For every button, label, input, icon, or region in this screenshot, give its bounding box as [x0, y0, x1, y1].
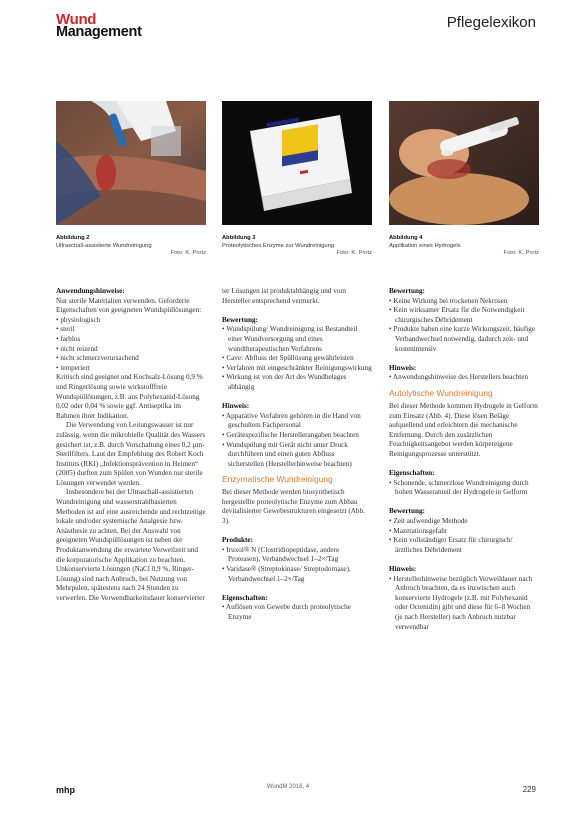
- col2-paragraph-1: ter Lösungen ist produktabhängig und vom Hersteller entsprechend vermerkt.: [222, 287, 346, 305]
- list-item: • Cave: Abfluss der Spüllösung gewährleisten: [222, 354, 372, 364]
- text-column-3: [389, 287, 539, 632]
- section-title: Pflegelexikon: [446, 14, 536, 31]
- list-item: • Zeit aufwendige Methode: [389, 517, 539, 527]
- list-item: • Wirkung ist von der Art des Wundbelages abhängig: [222, 373, 372, 392]
- list-item: • Iruxol® N (Clostridiopeptidase, andere Proteasen), Verbandwechsel 1–2×/Tag: [222, 546, 372, 565]
- page-header: [0, 0, 576, 50]
- list-item: • temperiert: [56, 364, 206, 374]
- figure-2-caption: [56, 235, 206, 258]
- issue-reference: WundM 2016, 4: [266, 784, 310, 790]
- col3-bewertung2-heading: Bewertung:: [389, 507, 425, 516]
- list-item: • Apparative Verfahren gehören in die Hand von geschultem Fachpersonal: [222, 412, 372, 431]
- list-item: • Kein wirksamer Ersatz für die Notwendigkeit chirurgisches Débridement: [389, 306, 539, 325]
- col2-hinweis-heading: Hinweis:: [222, 402, 250, 411]
- figure-2-credit: Foto: K. Protz: [170, 250, 206, 256]
- col3-bewertung2-list: [389, 517, 539, 555]
- col2-paragraph-2: Bei dieser Methode werden biosynthetisch hergestellte proteolytische Enzyme zum Abbau devitalisierter Gewebestrukturen eingesetzt (Abb. 3).: [222, 488, 365, 526]
- col3-hinweis-heading: Hinweis:: [389, 363, 417, 372]
- col1-paragraph-3: Insbesondere bei der Ultraschall-assistierten Wundreinigung und wasserstrahlbasierten Methoden ist auf eine ausreichende und rechtzeitige lokale und/oder systemische Analgesie bzw. Anästhesie zu achten. Bei der Auswahl von geeigneten Wundspüllösungen ist neben der Produktanwendung die erwartete Verweilzeit und die korporatorische Applikation zu beachten. Unkonservierte Lösungen (NaCl 0,9 %, Ringer-Lösung) sind nach Anbruch, bei Nutzung von Mehrpulen, spätestens nach 24 Stunden zu verwerfen. Die Verwendbarkeitsdauer konservierter: [56, 488, 206, 602]
- col3-eigenschaften-heading: Eigenschaften:: [389, 469, 435, 478]
- list-item: • Wundspülung mit Gerät nicht unter Druck durchführen und einen guten Abfluss sicherstellen (Herstellerhinweise beachten): [222, 441, 372, 470]
- magazine-logo-line2: Management: [56, 24, 142, 40]
- list-item: • physiologisch: [56, 316, 206, 326]
- list-item: • Varidase® (Streptokinase/ Streptodornase), Verbandwechsel 1–2×/Tag: [222, 565, 372, 584]
- list-item: • Auflösen von Gewebe durch proteolytische Enzyme: [222, 603, 372, 622]
- col3-paragraph-1: Bei dieser Methode kommen Hydrogele in Gelform zum Einsatz (Abb. 4). Diese lösen Beläge aufquellend und erleichtern die mechanische Entfernung. Durch den zusätzlichen Feuchtigkeitsangebot werden körpereigene Reinigungsprozesse unterstützt.: [389, 401, 538, 458]
- list-item: • Keine Wirkung bei trockenen Nekrosen: [389, 297, 539, 307]
- autolytic-cleaning-heading: Autolytische Wundreinigung: [389, 387, 493, 398]
- col1-paragraph-2: Die Verwendung von Leitungswasser ist nur zulässig, wenn die mikrobielle Qualität des Wassers gesichert ist, z.B. durch Vorschaltung eines 0,2 µm-Sterilfilters. Laut der Empfehlung des Robert Koch Instituts (RKI) „Infektionsprävention in Heimen“ (2005) durften zum Spülen von Wunden nur sterile Lösungen verwendet werden.: [56, 421, 206, 487]
- col1-intro: Nur sterile Materialien verwenden. Geforderte Eigenschaften von geeigneten Wundspüllösungen:: [56, 296, 202, 315]
- figure-4-number: Abbildung 4: [389, 235, 423, 241]
- figure-2: [56, 101, 206, 258]
- figure-4-credit: Foto: K. Protz: [503, 250, 539, 256]
- figure-3-text: Proteolytisches Enzyme zur Wundreinigung: [222, 242, 335, 249]
- list-item: • nicht reizend: [56, 345, 206, 355]
- col3-hinweis-list: [389, 373, 539, 383]
- list-item: • Herstellerhinweise bezüglich Verweildauer nach Anbruch beachten, da es inzwischen auch konservierte Hydrogele (z.B. mit Polyhexanid oder Octenidin) gibt und diese für 6–8 Wochen (je nach Hersteller) nach Anbruch nutzbar verwendbar: [389, 575, 539, 633]
- col1-heading: Anwendungshinweise:: [56, 287, 125, 295]
- col3-bewertung-heading: Bewertung:: [389, 287, 425, 295]
- list-item: • Produkte haben eine kurze Wirkungszeit, häufige Verbandwechsel notwendig, dadurch zeit- und kostenintensiv: [389, 325, 539, 354]
- list-item: • steril: [56, 325, 206, 335]
- figure-3-number: Abbildung 3: [222, 235, 256, 241]
- col3-eigenschaften-list: [389, 479, 539, 498]
- figure-4: [389, 101, 539, 258]
- col3-bewertung-list: [389, 297, 539, 355]
- col2-bewertung-list: [222, 325, 372, 392]
- figure-2-text: Ultraschall-assistierte Wundreinigung: [56, 242, 152, 249]
- list-item: • Mazerationsgefahr: [389, 527, 539, 537]
- text-column-1: [56, 287, 206, 604]
- list-item: • Schonende, schmerzlose Wundreinigung durch hohen Wasseranteil der Hydrogele in Gelform: [389, 479, 539, 498]
- col2-produkte-heading: Produkte:: [222, 536, 254, 545]
- list-item: • Kein vollständiger Ersatz für chirurgisch/ ärztliches Débridement: [389, 536, 539, 555]
- list-item: • Gerätespezifische Herstellerangaben beachten: [222, 431, 372, 441]
- col2-produkte-list: [222, 546, 372, 584]
- enzyme-ointment-package-photo: [222, 101, 372, 225]
- col3-hinweis2-list: [389, 575, 539, 633]
- col1-paragraph-1: Kritisch sind geeignet und Kochsalz-Lösung 0,9 % und Ringerlösung sowie wirkstofffreie Wundspüllösungen, z.B. aus Polyhexanid-Lösung 0,02 oder 0,04 % sowie ggf. Antiseptika im Rahmen ihrer Indikation.: [56, 373, 203, 420]
- text-column-2: [222, 287, 372, 623]
- figure-4-text: Applikation eines Hydrogels: [389, 242, 461, 249]
- enzymatic-cleaning-heading: Enzymatische Wundreinigung: [222, 474, 333, 485]
- list-item: • farblos: [56, 335, 206, 345]
- hydrogel-application-photo: [389, 101, 539, 225]
- col2-eigenschaften-list: [222, 603, 372, 622]
- col1-requirements-list: [56, 316, 206, 374]
- figure-3-caption: [222, 235, 372, 258]
- figure-4-caption: [389, 235, 539, 258]
- list-item: • Anwendungshinweise des Herstellers beachten: [389, 373, 539, 383]
- figure-2-number: Abbildung 2: [56, 235, 90, 241]
- figure-3-credit: Foto: K. Protz: [336, 250, 372, 256]
- list-item: • nicht schmerzverursachend: [56, 354, 206, 364]
- list-item: • Wundspülung/ Wundreinigung ist Bestandteil einer Wundversorgung und eines wundtherapeutischen Verfahrens: [222, 325, 372, 354]
- col2-bewertung-heading: Bewertung:: [222, 315, 258, 324]
- col2-hinweis-list: [222, 412, 372, 470]
- publisher-logo: mhp: [56, 785, 75, 795]
- list-item: • Verfahren mit eingeschränkter Reinigungswirkung: [222, 364, 372, 374]
- ultrasound-wound-cleaning-photo: [56, 101, 206, 225]
- magazine-logo-line1: Wund: [56, 11, 97, 28]
- page-number: 229: [522, 785, 536, 794]
- col2-eigenschaften-heading: Eigenschaften:: [222, 593, 268, 602]
- col3-hinweis2-heading: Hinweis:: [389, 565, 417, 574]
- figure-3: [222, 101, 372, 258]
